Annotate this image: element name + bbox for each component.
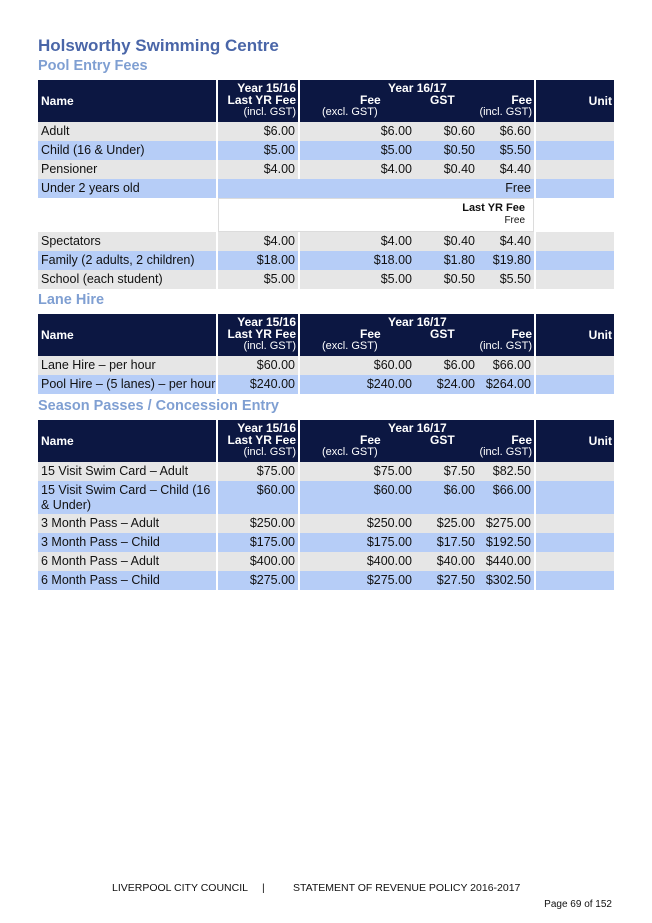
row-last-yr-fee: $5.00 — [218, 270, 298, 289]
table-row — [38, 251, 614, 270]
row-fee: $240.00 — [300, 375, 416, 394]
table-row — [38, 356, 614, 375]
note-box — [218, 198, 534, 232]
header-unit: Unit — [588, 328, 612, 342]
header-year16: Year 16/17 — [388, 81, 447, 95]
header-excl-gst: (excl. GST) — [322, 106, 378, 118]
header-last-yr-fee: Last YR Fee — [227, 327, 296, 341]
row-last-yr-fee: $6.00 — [218, 122, 298, 141]
row-fee-incl: $302.50 — [478, 571, 534, 590]
row-unit — [536, 251, 614, 270]
row-unit — [536, 571, 614, 590]
season-passes-table — [38, 420, 614, 590]
row-gst: $6.00 — [416, 481, 478, 514]
table-row — [38, 232, 614, 251]
row-name: 15 Visit Swim Card – Adult — [38, 462, 216, 481]
row-name: 6 Month Pass – Adult — [38, 552, 216, 571]
header-last-yr-fee: Last YR Fee — [227, 93, 296, 107]
row-name: Pensioner — [38, 160, 216, 179]
header-unit: Unit — [588, 94, 612, 108]
row-fee-incl: $4.40 — [478, 232, 534, 251]
row-fee: $18.00 — [300, 251, 416, 270]
table-row — [38, 571, 614, 590]
row-last-yr-fee: $250.00 — [218, 514, 298, 533]
note-label: Last YR Fee — [462, 202, 525, 214]
section-title-season-passes: Season Passes / Concession Entry — [38, 398, 279, 414]
row-last-yr-fee: $60.00 — [218, 481, 298, 514]
table-row — [38, 160, 614, 179]
row-gst: $40.00 — [416, 552, 478, 571]
table-row — [38, 514, 614, 533]
header-last-yr-fee: Last YR Fee — [227, 433, 296, 447]
row-unit — [536, 141, 614, 160]
table-row — [38, 552, 614, 571]
table-header — [38, 314, 614, 356]
row-unit — [536, 514, 614, 533]
row-fee: $5.00 — [300, 141, 416, 160]
row-fee: $5.00 — [300, 270, 416, 289]
row-fee-incl: $5.50 — [478, 270, 534, 289]
pool-entry-table — [38, 80, 614, 289]
row-fee: $250.00 — [300, 514, 416, 533]
row-name: Under 2 years old — [38, 179, 216, 198]
row-name: Pool Hire – (5 lanes) – per hour — [38, 375, 216, 394]
header-gst: GST — [430, 93, 455, 107]
row-fee-incl: $6.60 — [478, 122, 534, 141]
row-gst: $7.50 — [416, 462, 478, 481]
table-header — [38, 420, 614, 462]
row-last-yr-fee: $240.00 — [218, 375, 298, 394]
row-name: School (each student) — [38, 270, 216, 289]
row-fee-incl: $5.50 — [478, 141, 534, 160]
header-year15: Year 15/16 — [237, 421, 296, 435]
row-gst: $0.40 — [416, 160, 478, 179]
footer-org: LIVERPOOL CITY COUNCIL — [112, 882, 248, 894]
row-last-yr-fee: $4.00 — [218, 160, 298, 179]
row-last-yr-fee: $4.00 — [218, 232, 298, 251]
row-fee: $400.00 — [300, 552, 416, 571]
row-gst: $27.50 — [416, 571, 478, 590]
row-fee: $175.00 — [300, 533, 416, 552]
header-year15: Year 15/16 — [237, 81, 296, 95]
row-fee-incl: $19.80 — [478, 251, 534, 270]
header-excl-gst: (excl. GST) — [322, 340, 378, 352]
header-gst: GST — [430, 327, 455, 341]
row-last-yr-fee: $175.00 — [218, 533, 298, 552]
table-row — [38, 462, 614, 481]
row-unit — [536, 160, 614, 179]
row-unit — [536, 552, 614, 571]
header-name: Name — [41, 94, 74, 108]
header-year16: Year 16/17 — [388, 315, 447, 329]
row-name: 6 Month Pass – Child — [38, 571, 216, 590]
row-name: 3 Month Pass – Adult — [38, 514, 216, 533]
row-gst: $0.40 — [416, 232, 478, 251]
header-excl-gst: (excl. GST) — [322, 446, 378, 458]
table-row-under-2 — [38, 179, 614, 198]
row-gst: $25.00 — [416, 514, 478, 533]
header-incl-gst: (incl. GST) — [243, 446, 296, 458]
row-unit — [536, 481, 614, 514]
row-gst: $17.50 — [416, 533, 478, 552]
row-name: Spectators — [38, 232, 216, 251]
row-name: 15 Visit Swim Card – Child (16 & Under) — [38, 481, 216, 514]
row-fee: $4.00 — [300, 160, 416, 179]
row-fee: $60.00 — [300, 481, 416, 514]
page-number: Page 69 of 152 — [544, 899, 612, 910]
row-unit — [536, 356, 614, 375]
table-row — [38, 533, 614, 552]
header-name: Name — [41, 328, 74, 342]
row-fee: $60.00 — [300, 356, 416, 375]
row-fee-incl: $275.00 — [478, 514, 534, 533]
row-fee: $275.00 — [300, 571, 416, 590]
lane-hire-table — [38, 314, 614, 394]
header-name: Name — [41, 434, 74, 448]
row-fee: $75.00 — [300, 462, 416, 481]
row-fee-incl: $66.00 — [478, 481, 534, 514]
row-gst: $6.00 — [416, 356, 478, 375]
row-free-value: Free — [218, 179, 534, 198]
row-unit — [536, 533, 614, 552]
table-row — [38, 141, 614, 160]
header-gst: GST — [430, 433, 455, 447]
header-incl-gst-2: (incl. GST) — [479, 446, 532, 458]
row-last-yr-fee: $400.00 — [218, 552, 298, 571]
header-fee-incl: Fee — [511, 327, 532, 341]
row-unit — [536, 462, 614, 481]
row-gst: $1.80 — [416, 251, 478, 270]
row-unit — [536, 270, 614, 289]
row-name: Family (2 adults, 2 children) — [38, 251, 216, 270]
row-fee-incl: $264.00 — [478, 375, 534, 394]
row-last-yr-fee: $75.00 — [218, 462, 298, 481]
header-fee: Fee — [360, 433, 381, 447]
header-incl-gst: (incl. GST) — [243, 106, 296, 118]
row-unit — [536, 122, 614, 141]
row-fee: $6.00 — [300, 122, 416, 141]
header-incl-gst-2: (incl. GST) — [479, 106, 532, 118]
last-yr-fee-note — [38, 198, 614, 232]
row-fee: $4.00 — [300, 232, 416, 251]
row-fee-incl: $440.00 — [478, 552, 534, 571]
note-value: Free — [504, 215, 525, 226]
header-year16: Year 16/17 — [388, 421, 447, 435]
row-name: Lane Hire – per hour — [38, 356, 216, 375]
row-unit — [536, 179, 614, 198]
row-fee-incl: $4.40 — [478, 160, 534, 179]
row-last-yr-fee: $60.00 — [218, 356, 298, 375]
row-name: 3 Month Pass – Child — [38, 533, 216, 552]
row-gst: $0.50 — [416, 141, 478, 160]
row-gst: $24.00 — [416, 375, 478, 394]
header-incl-gst-2: (incl. GST) — [479, 340, 532, 352]
row-last-yr-fee: $275.00 — [218, 571, 298, 590]
header-incl-gst: (incl. GST) — [243, 340, 296, 352]
row-last-yr-fee: $18.00 — [218, 251, 298, 270]
table-row — [38, 270, 614, 289]
header-fee: Fee — [360, 93, 381, 107]
row-last-yr-fee: $5.00 — [218, 141, 298, 160]
table-row — [38, 375, 614, 394]
row-gst: $0.60 — [416, 122, 478, 141]
row-name: Adult — [38, 122, 216, 141]
section-title-lane-hire: Lane Hire — [38, 292, 105, 308]
row-fee-incl: $192.50 — [478, 533, 534, 552]
row-fee-incl: $66.00 — [478, 356, 534, 375]
row-name: Child (16 & Under) — [38, 141, 216, 160]
header-fee-incl: Fee — [511, 433, 532, 447]
table-row — [38, 122, 614, 141]
header-fee: Fee — [360, 327, 381, 341]
row-gst: $0.50 — [416, 270, 478, 289]
footer-separator: | — [262, 882, 265, 894]
row-unit — [536, 232, 614, 251]
header-unit: Unit — [588, 434, 612, 448]
footer-doc-title: STATEMENT OF REVENUE POLICY 2016-2017 — [293, 882, 521, 894]
row-fee-incl: $82.50 — [478, 462, 534, 481]
header-fee-incl: Fee — [511, 93, 532, 107]
table-header — [38, 80, 614, 122]
header-year15: Year 15/16 — [237, 315, 296, 329]
page-title: Holsworthy Swimming Centre — [38, 36, 279, 55]
row-unit — [536, 375, 614, 394]
table-row — [38, 481, 614, 514]
section-title-pool-entry: Pool Entry Fees — [38, 58, 148, 74]
